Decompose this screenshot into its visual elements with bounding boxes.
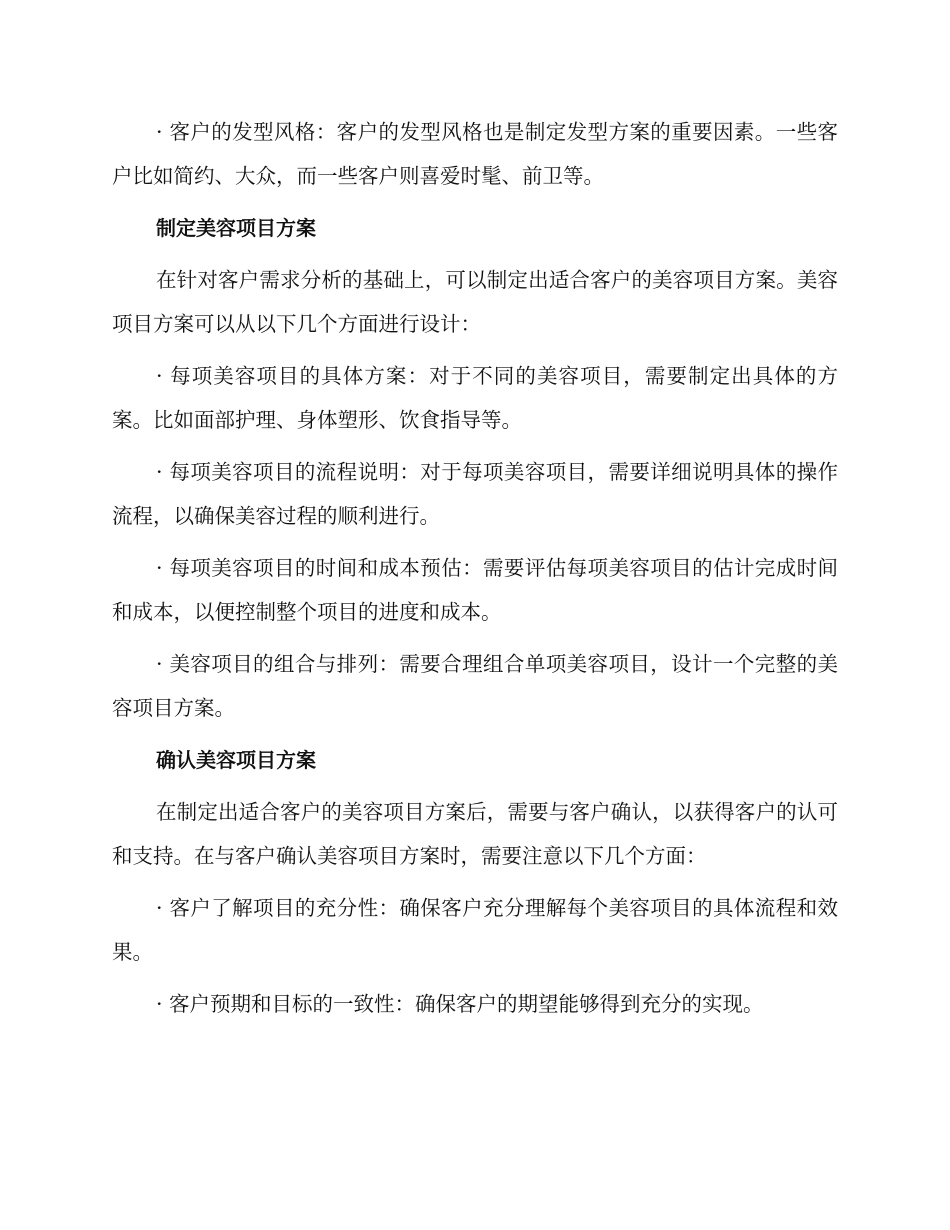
bullet-specific-plan: · 每项美容项目的具体方案：对于不同的美容项目，需要制定出具体的方案。比如面部护理、身体塑形、饮食指导等。 xyxy=(112,364,838,432)
bullet-time-cost-estimate: · 每项美容项目的时间和成本预估：需要评估每项美容项目的估计完成时间和成本，以便控制整个项目的进度和成本。 xyxy=(112,556,838,624)
section-heading-confirm-plan: 确认美容项目方案 xyxy=(156,748,316,772)
bullet-process-description: · 每项美容项目的流程说明：对于每项美容项目，需要详细说明具体的操作流程，以确保美容过程的顺利进行。 xyxy=(112,460,838,528)
bullet-expectation-consistency: · 客户预期和目标的一致性：确保客户的期望能够得到充分的实现。 xyxy=(156,992,764,1016)
bullet-client-understanding: · 客户了解项目的充分性：确保客户充分理解每个美容项目的具体流程和效果。 xyxy=(112,896,838,964)
bullet-hair-style: · 客户的发型风格：客户的发型风格也是制定发型方案的重要因素。一些客户比如简约、大众，而一些客户则喜爱时髦、前卫等。 xyxy=(112,120,838,188)
document-body xyxy=(112,110,838,1034)
section-heading-make-plan: 制定美容项目方案 xyxy=(156,216,316,240)
paragraph-confirm-plan-intro: 在制定出适合客户的美容项目方案后，需要与客户确认，以获得客户的认可和支持。在与客户确认美容项目方案时，需要注意以下几个方面： xyxy=(112,800,838,868)
bullet-combination-arrangement: · 美容项目的组合与排列：需要合理组合单项美容项目，设计一个完整的美容项目方案。 xyxy=(112,652,838,720)
paragraph-make-plan-intro: 在针对客户需求分析的基础上，可以制定出适合客户的美容项目方案。美容项目方案可以从以下几个方面进行设计： xyxy=(112,268,838,336)
